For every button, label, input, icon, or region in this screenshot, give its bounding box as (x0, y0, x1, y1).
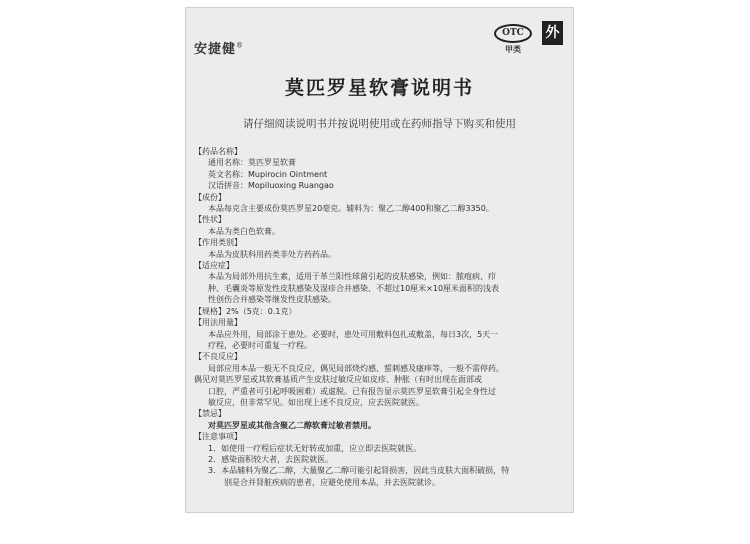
section-heading-drug-name: 【药品名称】 (194, 147, 242, 156)
leaflet-page (185, 7, 574, 513)
adverse-line: 敏反应，但非常罕见。如出现上述不良反应，应去医院就医。 (208, 397, 424, 407)
precaution-item-continued: 别是合并肾脏疾病的患者，应避免使用本品，并去医院就诊。 (224, 477, 440, 487)
indications-line: 性创伤合并感染等继发性皮肤感染。 (208, 295, 336, 305)
section-spec (194, 306, 568, 317)
section-heading-usage: 【用法用量】 (194, 318, 242, 328)
ingredients-text: 本品每克含主要成份莫匹罗星20毫克。辅料为：聚乙二醇400和聚乙二醇3350。 (208, 204, 494, 214)
document-title: 莫匹罗星软膏说明书 (284, 77, 474, 99)
section-heading-indications: 【适应症】 (194, 261, 234, 271)
indications-line: 本品为局部外用抗生素，适用于革兰阳性球菌引起的皮肤感染，例如：脓疱病、疖 (208, 272, 496, 282)
external-use-mark: 外 (542, 21, 563, 45)
document-subtitle: 请仔细阅读说明书并按说明使用或在药师指导下购买和使用 (243, 118, 516, 130)
indications-line: 肿、毛囊炎等原发性皮肤感染及湿疹合并感染、不超过10厘米×10厘米面积的浅表 (208, 283, 500, 293)
adverse-line: 局部应用本品一般无不良反应，偶见局部烧灼感、蜇刺感及瘙痒等，一般不需停药。 (208, 363, 504, 373)
pinyin-name: 汉语拼音：Mopiluoxing Ruangao (208, 181, 334, 191)
adverse-line: 口腔，严重者可引起呼吸困难）或虚脱。已有报告显示莫匹罗星软膏引起全身性过 (208, 386, 496, 396)
section-heading-spec: 【规格】 (194, 306, 226, 316)
contraindications-text: 对莫匹罗星或其他含聚乙二醇软膏过敏者禁用。 (208, 420, 376, 430)
precaution-item: 2．感染面积较大者，去医院就医。 (208, 454, 334, 464)
section-heading-category: 【作用类别】 (194, 238, 242, 248)
precaution-item: 1．如使用一疗程后症状无好转或加重，应立即去医院就医。 (208, 443, 422, 453)
otc-label: OTC (494, 24, 532, 43)
section-heading-contraindications: 【禁忌】 (194, 409, 226, 419)
leaflet-content (194, 146, 568, 488)
brand-logo (194, 38, 244, 57)
precaution-item: 3．本品辅料为聚乙二醇，大量聚乙二醇可能引起肾损害，因此当皮肤大面积破损，特 (208, 466, 510, 476)
section-heading-ingredients: 【成份】 (194, 192, 226, 202)
adverse-line: 偶见对莫匹罗星或其软膏基质产生皮肤过敏反应如皮疹、肿胀（有时出现在面部或 (194, 375, 482, 385)
registered-mark: ® (236, 41, 245, 50)
otc-badge (490, 20, 536, 55)
usage-line: 疗程，必要时可重复一疗程。 (208, 340, 312, 350)
section-heading-properties: 【性状】 (194, 215, 226, 225)
section-heading-precautions: 【注意事项】 (194, 432, 242, 442)
brand-name: 安捷健 (194, 42, 237, 57)
usage-line: 本品应外用，局部涂于患处。必要时，患处可用敷料包扎或敷盖，每日3次，5天一 (208, 329, 499, 339)
common-name: 通用名称：莫匹罗星软膏 (208, 158, 296, 168)
category-text: 本品为皮肤科用药类非处方药药品。 (208, 249, 336, 259)
section-heading-adverse: 【不良反应】 (194, 352, 242, 362)
spec-text: 2%（5克：0.1克） (226, 306, 297, 316)
english-name: 英文名称：Mupirocin Ointment (208, 169, 328, 179)
properties-text: 本品为类白色软膏。 (208, 226, 280, 236)
otc-category: 甲类 (505, 45, 521, 54)
